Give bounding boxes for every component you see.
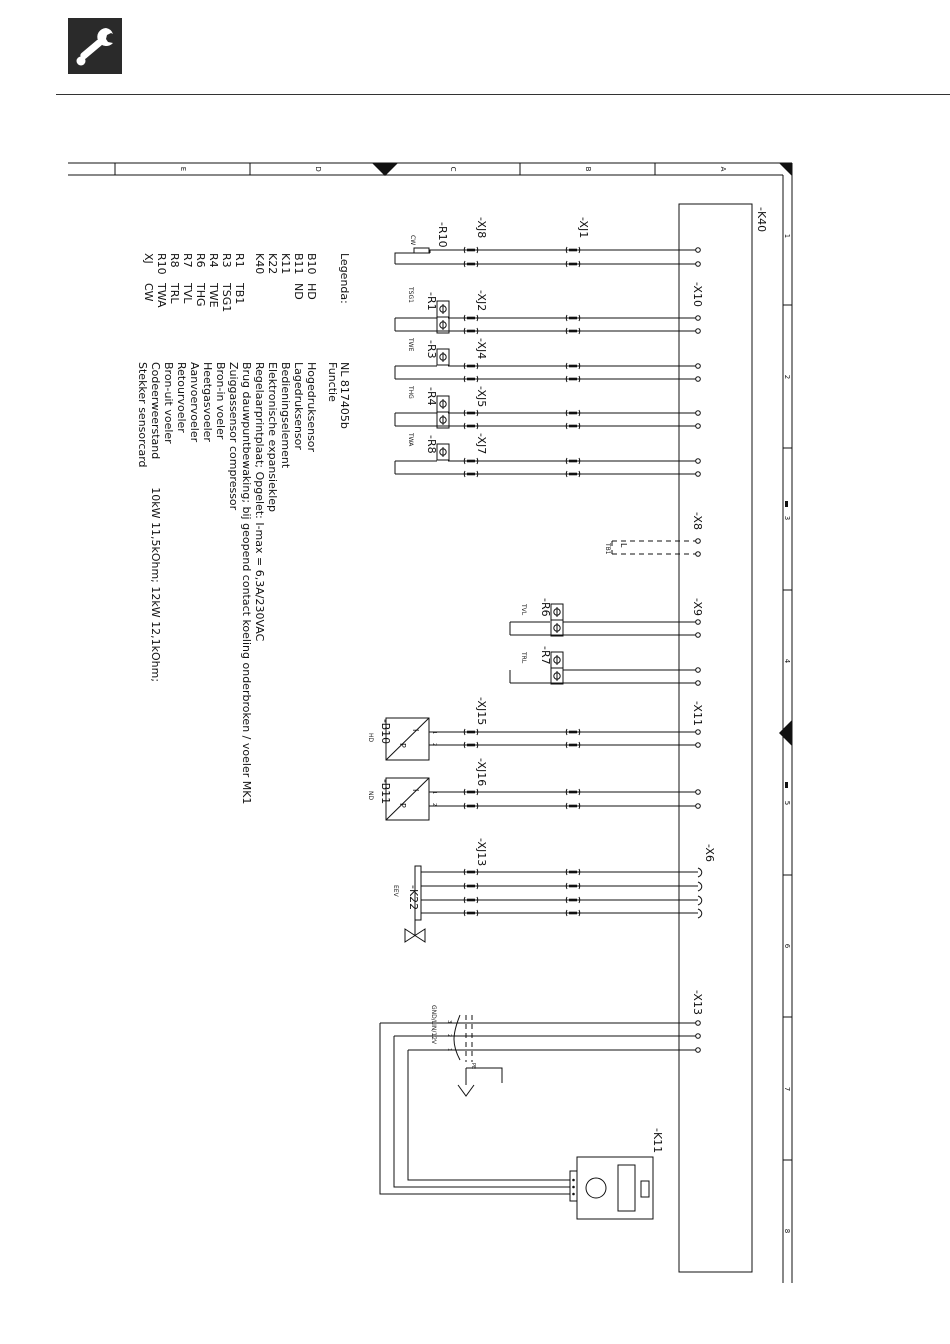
board-label: -K40: [755, 207, 768, 233]
pressure-sensor-b11: [386, 778, 437, 820]
svg-text:TVL: TVL: [181, 283, 194, 304]
label-xj4: -XJ4: [475, 338, 488, 360]
label-tb1-sub: TB1: [604, 543, 611, 555]
svg-text:TSG1: TSG1: [220, 283, 233, 313]
label-xj13: -XJ13: [475, 838, 488, 867]
x6-terminals: [698, 868, 702, 918]
label-xj15: -XJ15: [475, 697, 488, 726]
label-r6: -R6: [539, 598, 552, 617]
svg-text:Stekker sensorcard: Stekker sensorcard: [136, 362, 149, 468]
frame-col-label-5: 5: [783, 800, 791, 806]
label-x6: -X6: [703, 844, 716, 862]
frame-col-label-1: 1: [783, 233, 791, 239]
svg-text:TWE: TWE: [207, 283, 220, 308]
label-k11: -K11: [651, 1128, 664, 1154]
svg-text:Retourvoeler: Retourvoeler: [175, 362, 188, 433]
label-pe: PE: [470, 1063, 476, 1070]
label-xj5: -XJ5: [475, 386, 488, 408]
legend: [136, 253, 351, 804]
svg-text:P: P: [398, 803, 407, 808]
label-k22: -K22: [407, 885, 420, 911]
label-tb1-l: L: [619, 543, 628, 548]
legend-title: Legenda:: [338, 253, 351, 304]
svg-text:R1: R1: [233, 253, 246, 268]
svg-text:I: I: [411, 729, 420, 732]
svg-text:TRL: TRL: [168, 283, 181, 304]
svg-text:K11: K11: [279, 253, 292, 275]
label-r8-sub: TWA: [407, 433, 414, 447]
label-r4: -R4: [425, 387, 438, 406]
frame-col-label-8: 8: [783, 1228, 791, 1234]
label-xj1: -XJ1: [577, 217, 590, 239]
board-terminals: [696, 248, 701, 1053]
connector-labels: [475, 217, 716, 1015]
svg-text:Zuiggassensor compressor: Zuiggassensor compressor: [227, 362, 240, 511]
label-r10: -R10: [436, 222, 449, 248]
label-xj7: -XJ7: [475, 433, 488, 455]
label-x9: -X9: [691, 598, 704, 616]
legend-row: [266, 253, 279, 512]
legend-doc-number: NL 817405b: [338, 362, 351, 429]
svg-text:2: 2: [431, 803, 437, 807]
svg-text:Bron-uit voeler: Bron-uit voeler: [162, 362, 175, 444]
legend-column-header: Functie: [326, 362, 339, 402]
svg-text:Codeerweerstand 10kW 11: Codeerweerstand 10kW 11,5kOhm; 12kW 12,1kOhm;: [149, 362, 162, 683]
svg-text:ND: ND: [292, 283, 305, 300]
label-k22-sub: EEV: [392, 885, 399, 897]
svg-text:1: 1: [431, 791, 437, 795]
svg-text:B11: B11: [292, 253, 305, 275]
legend-row: [136, 362, 149, 468]
label-x10: -X10: [691, 282, 704, 307]
svg-text:CW: CW: [142, 283, 155, 302]
svg-text:XJ: XJ: [142, 253, 155, 264]
label-x11: -X11: [691, 701, 704, 726]
label-x13-pin1: 1: [446, 1048, 452, 1052]
label-r3: -R3: [425, 340, 438, 359]
label-r1: -R1: [425, 292, 438, 311]
svg-text:R4: R4: [207, 253, 220, 268]
svg-text:TB1: TB1: [233, 283, 246, 305]
label-xj16: -XJ16: [475, 758, 488, 787]
label-r3-sub: TWE: [407, 338, 414, 352]
label-b10-sub: HD: [367, 733, 374, 743]
svg-text:HD: HD: [305, 283, 318, 300]
svg-text:R6: R6: [194, 253, 207, 268]
label-b11-sub: ND: [367, 791, 374, 801]
label-x13-pin3: 3: [446, 1020, 452, 1024]
svg-text:Regelaarprintplaat; Opgelet: I: Regelaarprintplaat; Opgelet: I-max = 6,3A/230VAC: [253, 362, 266, 642]
component-labels: [367, 222, 664, 1153]
label-r7-sub: TRL: [520, 652, 527, 664]
frame-row-label-e: E: [179, 166, 187, 172]
svg-text:Brug dauwpuntbewaking; bij geo: Brug dauwpuntbewaking; bij geopend contact koeling onderbroken / voeler MK1: [240, 362, 253, 805]
svg-text:R8: R8: [168, 253, 181, 268]
legend-row: [279, 253, 292, 469]
frame-row-label-d: D: [314, 166, 322, 172]
label-x13-signals: GND/LIN/12V: [430, 1005, 437, 1045]
legend-row: [292, 253, 305, 450]
label-r6-sub: TVL: [520, 604, 527, 616]
svg-text:R7: R7: [181, 253, 194, 268]
legend-row: [233, 253, 253, 804]
svg-text:K22: K22: [266, 253, 279, 275]
frame-col-label-3: 3: [783, 515, 791, 521]
label-x13: -X13: [691, 990, 704, 1015]
label-r8: -R8: [425, 435, 438, 454]
control-unit-k11: [570, 1157, 653, 1219]
svg-text:Aanvoervoeler: Aanvoervoeler: [188, 362, 201, 443]
controller-board-k40: [679, 204, 768, 1272]
legend-row: [253, 253, 266, 642]
svg-text:R3: R3: [220, 253, 233, 268]
frame-col-label-6: 6: [783, 943, 791, 949]
frame-row-label-c: C: [449, 166, 457, 172]
label-r4-sub: THG: [407, 386, 414, 399]
pressure-sensor-b10: [386, 718, 437, 760]
svg-text:B10: B10: [305, 253, 318, 275]
frame-row-label-a: A: [719, 166, 727, 172]
frame-row-label-b: B: [584, 166, 592, 172]
svg-text:2: 2: [431, 743, 437, 747]
label-r1-sub: TSG1: [407, 287, 414, 303]
legend-row: [142, 253, 162, 682]
svg-text:P: P: [398, 743, 407, 748]
frame-col-label-4: 4: [783, 658, 791, 664]
label-x13-pin2: 2: [446, 1034, 452, 1038]
frame-col-label-2: 2: [783, 374, 791, 380]
svg-text:TWA: TWA: [155, 283, 168, 308]
label-b11: -B11: [379, 779, 392, 805]
svg-text:Bedieningselement: Bedieningselement: [279, 362, 292, 469]
svg-text:1: 1: [431, 731, 437, 735]
svg-text:Heetgasvoeler: Heetgasvoeler: [201, 362, 214, 442]
svg-text:Lagedruksensor: Lagedruksensor: [292, 362, 305, 450]
label-xj8: -XJ8: [475, 217, 488, 239]
svg-text:I: I: [411, 789, 420, 792]
temperature-sensor-icons: [437, 301, 563, 684]
svg-text:Bron-in voeler: Bron-in voeler: [214, 362, 227, 440]
svg-text:Elektronische expansieklep: Elektronische expansieklep: [266, 362, 279, 513]
svg-text:THG: THG: [194, 283, 207, 307]
label-b10: -B10: [379, 719, 392, 745]
svg-text:Hogedruksensor: Hogedruksensor: [305, 362, 318, 453]
svg-text:R10: R10: [155, 253, 168, 275]
label-r7: -R7: [539, 646, 552, 665]
label-r10-sub: CW: [409, 235, 416, 246]
legend-row: [305, 253, 318, 453]
label-x8: -X8: [691, 512, 704, 530]
svg-text:K40: K40: [253, 253, 266, 275]
label-xj2: -XJ2: [475, 290, 488, 312]
frame-col-label-7: 7: [783, 1086, 791, 1092]
